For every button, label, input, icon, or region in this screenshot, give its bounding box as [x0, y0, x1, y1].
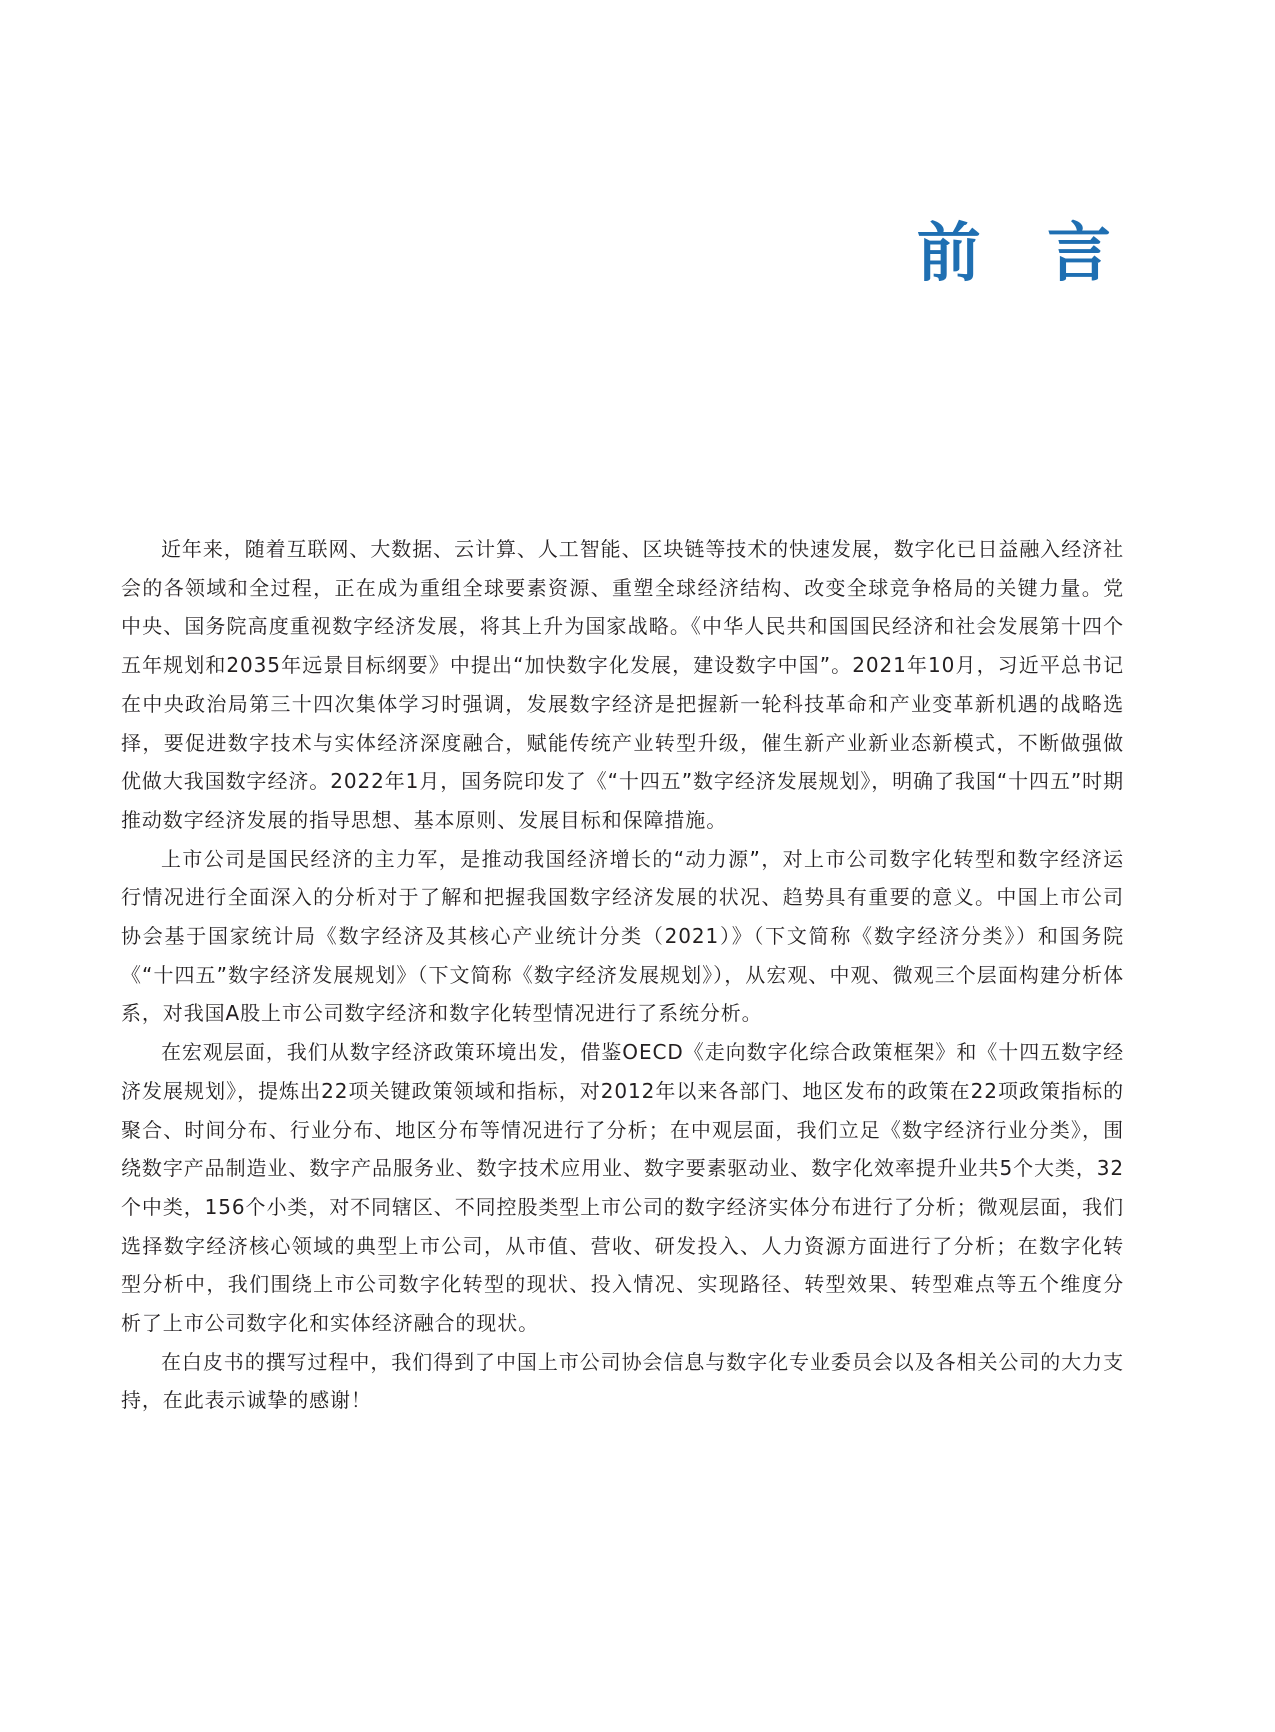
paragraph-4: 在白皮书的撰写过程中，我们得到了中国上市公司协会信息与数字化专业委员会以及各相关公司的大力支持，在此表示诚挚的感谢！	[121, 1349, 1124, 1413]
paragraph-3: 在宏观层面，我们从数字经济政策环境出发，借鉴OECD《走向数字化综合政策框架》和《十四五数字经济发展规划》，提炼出22项关键政策领域和指标，对2012年以来各部门、地区发布的政策在22项政策指标的聚合、时间分布、行业分布、地区分布等情况进行了分析；在中观层面，我们立足《数字经济行业分类》，围绕数字产品制造业、数字产品服务业、数字技术应用业、数字要素驱动业、数字化效率提升业共5个大类，32个中类，156个小类，对不同辖区、不同控股类型上市公司的数字经济实体分布进行了分析；微观层面，我们选择数字经济核心领域的典型上市公司，从市值、营收、研发投入、人力资源方面进行了分析；在数字化转型分析中，我们围绕上市公司数字化转型的现状、投入情况、实现路径、转型效果、转型难点等五个维度分析了上市公司数字化和实体经济融合的现状。	[121, 1040, 1124, 1336]
preface-body	[121, 530, 1124, 1420]
page-title: 前 言	[916, 216, 1133, 291]
paragraph-1: 近年来，随着互联网、大数据、云计算、人工智能、区块链等技术的快速发展，数字化已日益融入经济社会的各领域和全过程，正在成为重组全球要素资源、重塑全球经济结构、改变全球竞争格局的关键力量。党中央、国务院高度重视数字经济发展，将其上升为国家战略。《中华人民共和国国民经济和社会发展第十四个五年规划和2035年远景目标纲要》中提出“加快数字化发展，建设数字中国”。2021年10月，习近平总书记在中央政治局第三十四次集体学习时强调，发展数字经济是把握新一轮科技革命和产业变革新机遇的战略选择，要促进数字技术与实体经济深度融合，赋能传统产业转型升级，催生新产业新业态新模式，不断做强做优做大我国数字经济。2022年1月，国务院印发了《“十四五”数字经济发展规划》，明确了我国“十四五”时期推动数字经济发展的指导思想、基本原则、发展目标和保障措施。	[121, 537, 1124, 832]
paragraph-2: 上市公司是国民经济的主力军，是推动我国经济增长的“动力源”，对上市公司数字化转型和数字经济运行情况进行全面深入的分析对于了解和把握我国数字经济发展的状况、趋势具有重要的意义。中国上市公司协会基于国家统计局《数字经济及其核心产业统计分类（2021）》（下文简称《数字经济分类》）和国务院《“十四五”数字经济发展规划》（下文简称《数字经济发展规划》），从宏观、中观、微观三个层面构建分析体系，对我国A股上市公司数字经济和数字化转型情况进行了系统分析。	[121, 846, 1124, 1026]
